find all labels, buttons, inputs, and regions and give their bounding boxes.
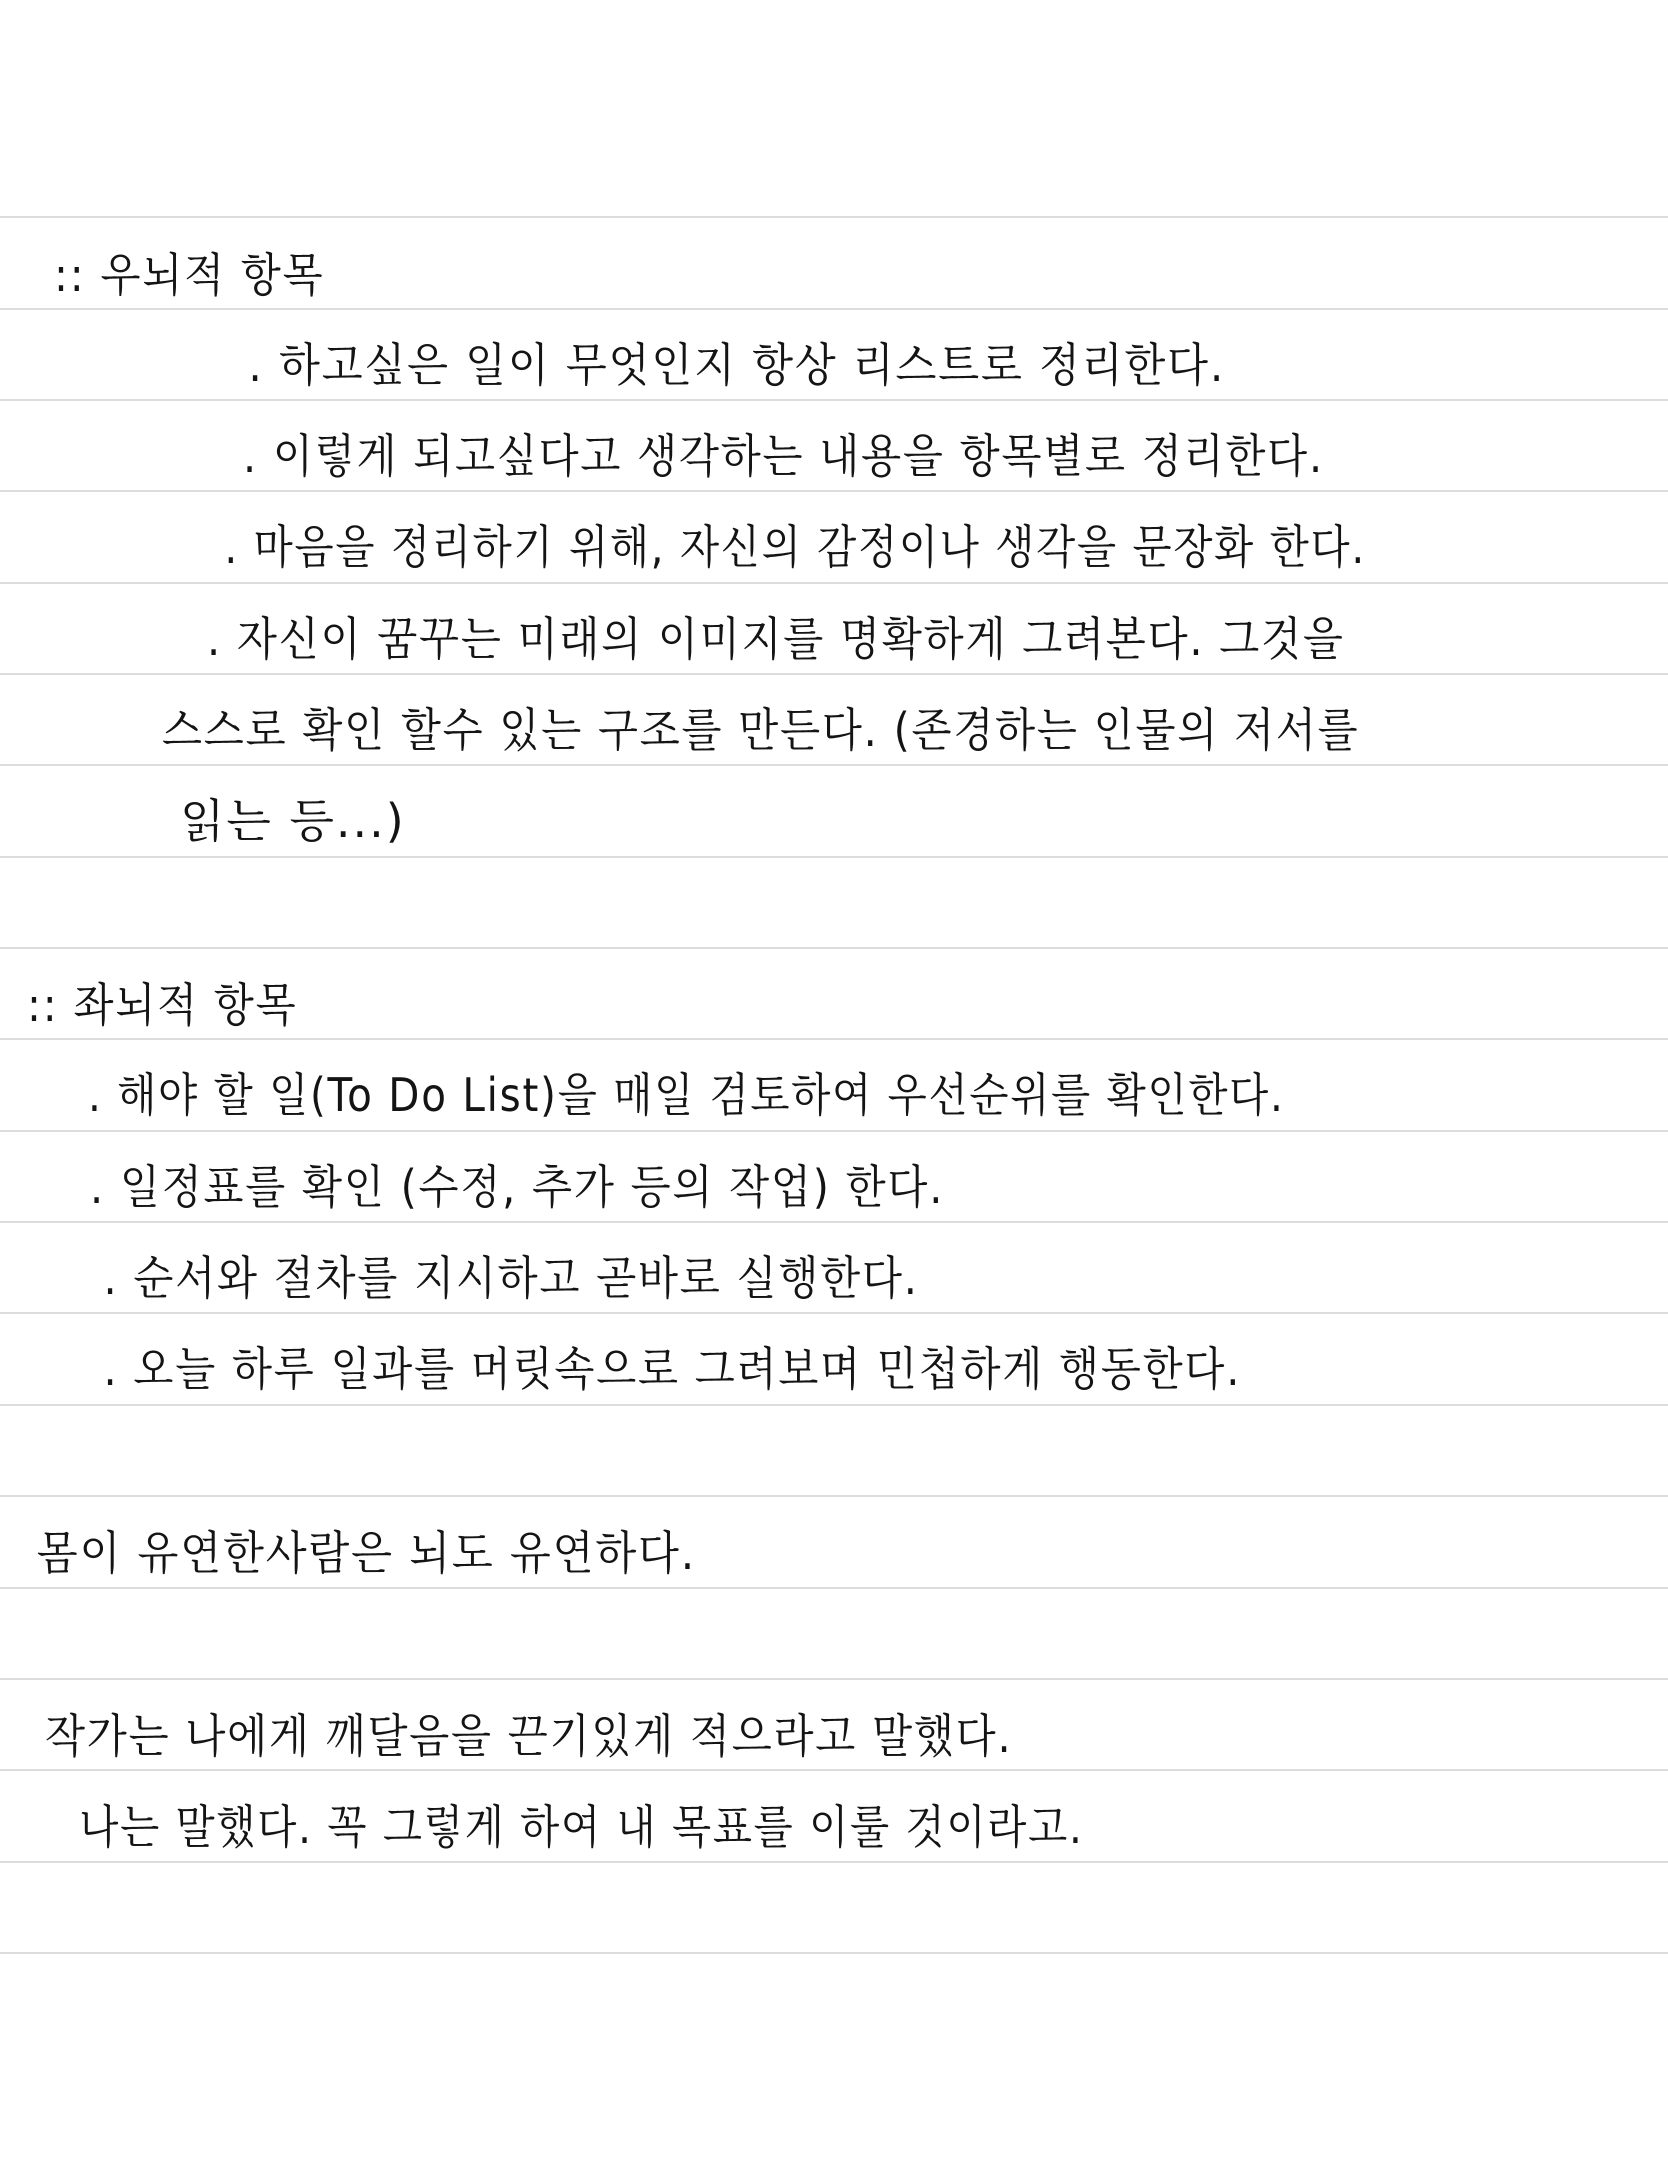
note-line: 나는 말했다. 꼭 그렇게 하여 내 목표를 이룰 것이라고. [79,1800,1084,1854]
section-heading-right-brain: :: 우뇌적 항목 [54,248,325,302]
bullet-line: . 자신이 꿈꾸는 미래의 이미지를 명확하게 그려본다. 그것을 [207,612,1345,666]
bullet-line-continued: 스스로 확인 할수 있는 구조를 만든다. (존경하는 인물의 저서를 [162,703,1360,757]
bullet-line: . 해야 할 일(To Do List)을 매일 검토하여 우선순위를 확인한다. [88,1068,1285,1122]
ruled-line [0,216,1668,218]
section-heading-left-brain: :: 좌뇌적 항목 [27,978,298,1032]
bullet-line: . 마음을 정리하기 위해, 자신의 감정이나 생각을 문장화 한다. [224,520,1367,574]
bullet-line: . 이렇게 되고싶다고 생각하는 내용을 항목별로 정리한다. [243,429,1324,483]
ruled-line [0,1678,1668,1680]
bullet-line: . 하고싶은 일이 무엇인지 항상 리스트로 정리한다. [248,338,1226,392]
bullet-line-continued: 읽는 등...) [180,794,406,848]
note-line: 작가는 나에게 깨달음을 끈기있게 적으라고 말했다. [45,1709,1013,1763]
ruled-line [0,1952,1668,1954]
bullet-line: . 일정표를 확인 (수정, 추가 등의 작업) 한다. [90,1160,945,1214]
ruled-line [0,947,1668,949]
ruled-line [0,1404,1668,1406]
bullet-line: . 오늘 하루 일과를 머릿속으로 그려보며 민첩하게 행동한다. [103,1342,1242,1396]
ruled-line [0,1130,1668,1132]
ruled-line [0,582,1668,584]
bullet-line: . 순서와 절차를 지시하고 곧바로 실행한다. [103,1251,919,1305]
note-line: 몸이 유연한사람은 뇌도 유연하다. [36,1526,697,1580]
ruled-line [0,856,1668,858]
ruled-line [0,1495,1668,1497]
